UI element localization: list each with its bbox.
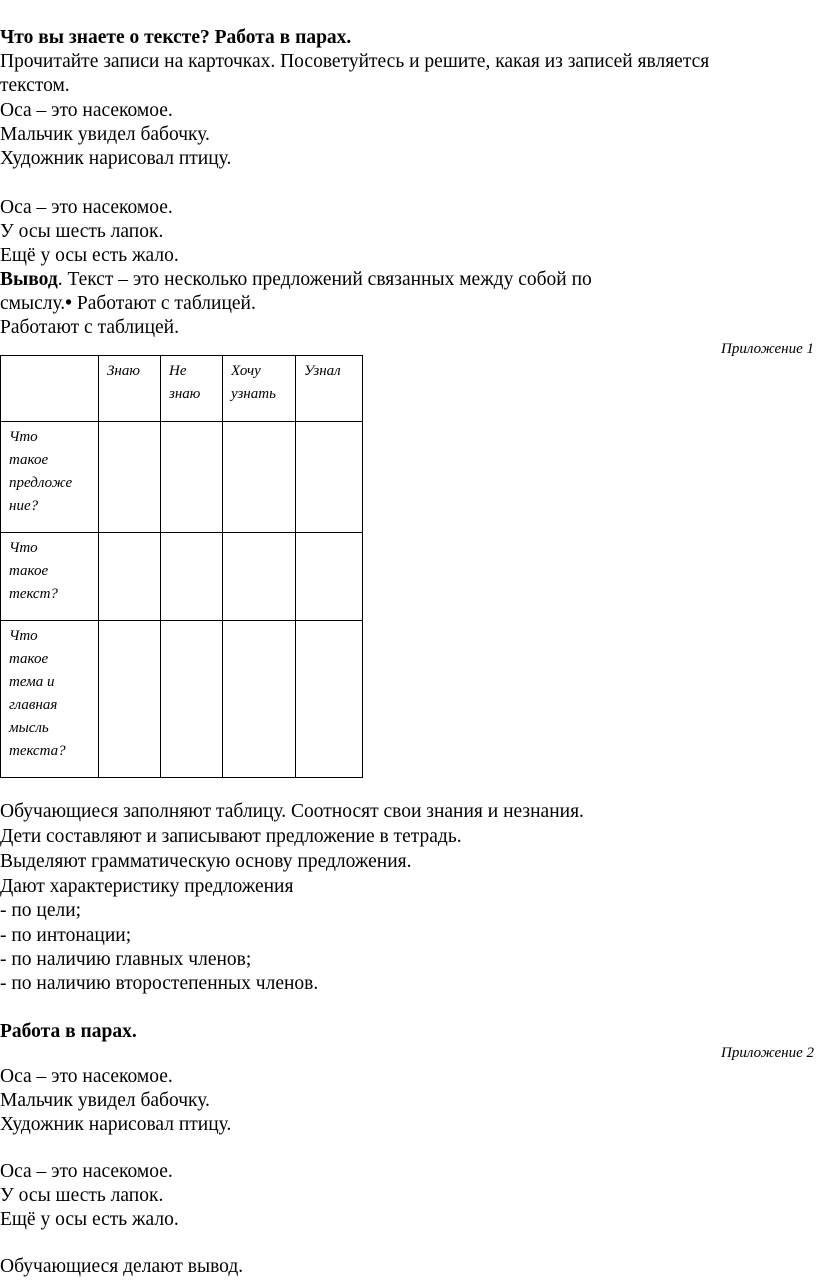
bullet-icon: • [65, 293, 72, 314]
table-cell [296, 422, 363, 533]
card2-line: У осы шесть лапок. [0, 1185, 164, 1206]
instruction-line-1: Прочитайте записи на карточках. Посоветуйтесь и решите, какая из записей является [0, 51, 710, 72]
row-question-line: такое [9, 651, 49, 667]
card1-line: Оса – это насекомое. [0, 1066, 173, 1087]
header-dont-know-2: знаю [169, 386, 201, 402]
table-cell [296, 621, 363, 778]
table-header-cell [1, 356, 99, 422]
header-learned: Узнал [304, 363, 341, 379]
row-question-cell [1, 533, 99, 621]
conclusion-text-2: смыслу. [0, 293, 66, 314]
table-header-row [1, 356, 363, 422]
table-header-cell [223, 356, 296, 422]
table-cell [223, 533, 296, 621]
row-question-line: тема и [9, 674, 55, 690]
header-want-2: узнать [231, 386, 276, 402]
table-cell [223, 422, 296, 533]
header-dont-know-1: Не [169, 363, 187, 379]
table-header-cell [99, 356, 161, 422]
row-question-line: текста? [9, 743, 66, 759]
table-cell [99, 422, 161, 533]
work-line: Работают с таблицей. [0, 317, 179, 338]
card1-line: Оса – это насекомое. [0, 100, 173, 121]
section3-heading: Работа в парах. [0, 1021, 137, 1042]
row-question-line: такое [9, 452, 49, 468]
card2-line: Ещё у осы есть жало. [0, 1209, 179, 1230]
card2-line: У осы шесть лапок. [0, 221, 164, 242]
table-row [1, 621, 363, 778]
row-question-line: главная [9, 697, 58, 713]
table-row [1, 533, 363, 621]
card1-line: Мальчик увидел бабочку. [0, 124, 210, 145]
activity-line: Обучающиеся заполняют таблицу. Соотносят свои знания и незнания. [0, 801, 584, 822]
table-cell [161, 422, 223, 533]
table-row [1, 422, 363, 533]
section1-heading: Что вы знаете о тексте? Работа в парах. [0, 27, 352, 48]
instruction-line-2: текстом. [0, 75, 70, 96]
card1-line: Художник нарисовал птицу. [0, 148, 232, 169]
row-question-cell [1, 422, 99, 533]
card2-line: Оса – это насекомое. [0, 197, 173, 218]
table-header-cell [296, 356, 363, 422]
card1-line: Мальчик увидел бабочку. [0, 1090, 210, 1111]
list-item: - по цели; [0, 900, 82, 921]
list-item: - по наличию главных членов; [0, 949, 252, 970]
appendix-2-label: Приложение 2 [721, 1045, 814, 1061]
header-know: Знаю [107, 363, 140, 379]
activity-line: Дают характеристику предложения [0, 876, 294, 897]
activity-line: Дети составляют и записывают предложение в тетрадь. [0, 826, 462, 847]
row-question-line: ние? [9, 498, 39, 514]
table-cell [223, 621, 296, 778]
card2-line: Оса – это насекомое. [0, 1161, 173, 1182]
table-cell [296, 533, 363, 621]
table-cell [161, 533, 223, 621]
row-question-line: такое [9, 563, 49, 579]
final-line: Обучающиеся делают вывод. [0, 1256, 244, 1277]
list-item: - по наличию второстепенных членов. [0, 973, 319, 994]
activity-line: Выделяют грамматическую основу предложения. [0, 851, 412, 872]
row-question-line: Что [9, 540, 38, 556]
table-cell [99, 621, 161, 778]
table-header-cell [161, 356, 223, 422]
header-want-1: Хочу [231, 363, 261, 379]
conclusion-text: . Текст – это несколько предложений связанных между собой по [57, 269, 592, 290]
row-question-line: Что [9, 429, 38, 445]
table-cell [161, 621, 223, 778]
list-item: - по интонации; [0, 925, 132, 946]
row-question-line: Что [9, 628, 38, 644]
conclusion-label: Вывод [0, 269, 58, 290]
row-question-line: текст? [9, 586, 58, 602]
conclusion-text-3: Работают с таблицей. [71, 293, 256, 314]
row-question-line: предложе [9, 475, 73, 491]
conclusion-line-2 [0, 292, 256, 316]
card2-line: Ещё у осы есть жало. [0, 245, 179, 266]
row-question-cell [1, 621, 99, 778]
conclusion-line [0, 268, 592, 292]
kwl-table [0, 355, 363, 778]
appendix-1-label: Приложение 1 [721, 341, 814, 357]
card1-line: Художник нарисовал птицу. [0, 1114, 232, 1135]
table-cell [99, 533, 161, 621]
row-question-line: мысль [9, 720, 49, 736]
